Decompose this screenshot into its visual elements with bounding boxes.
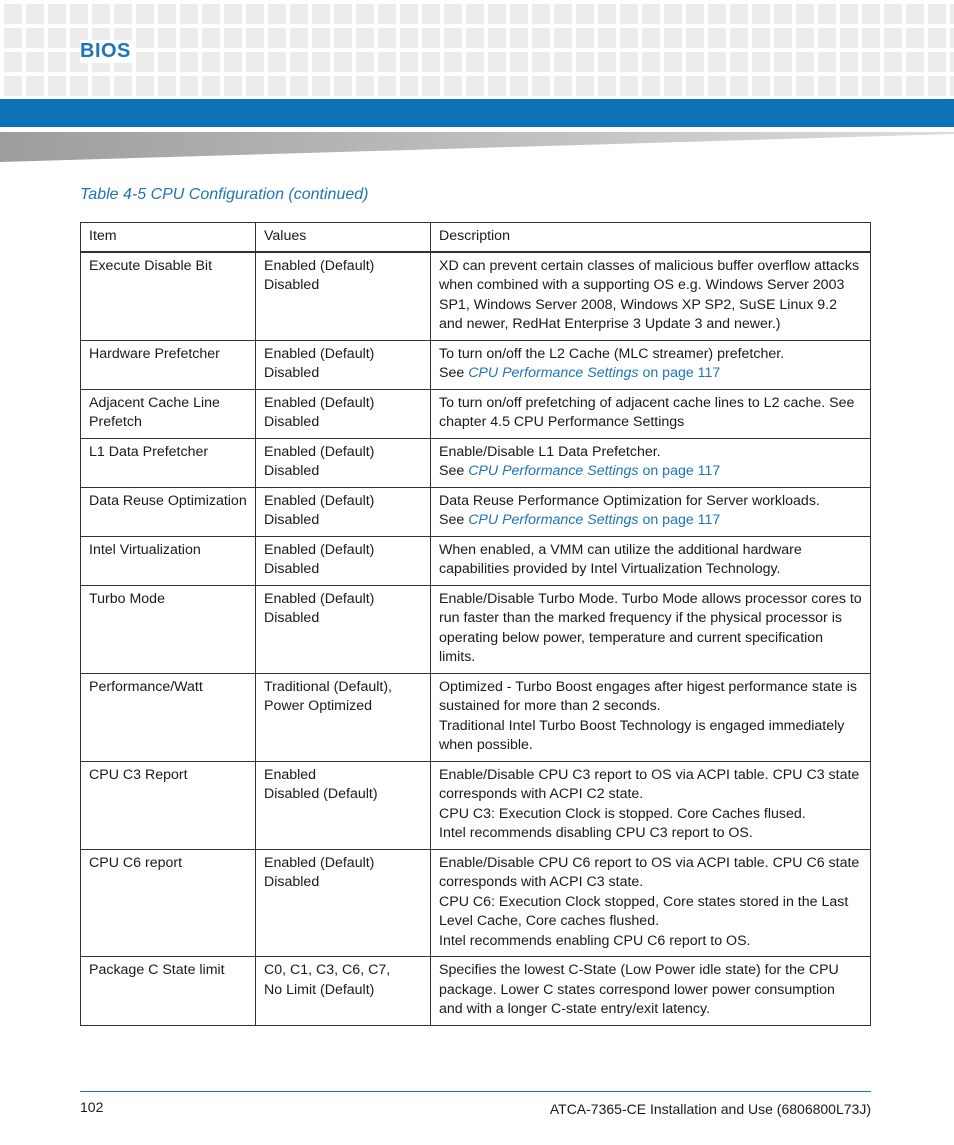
description-text: Optimized - Turbo Boost engages after higest performance state is sustained for more than 2 seconds. [439, 678, 857, 714]
header-description: Description [431, 223, 871, 252]
cell-description [431, 389, 871, 438]
value-option: Enabled (Default) [264, 854, 375, 871]
description-line [439, 678, 862, 717]
table-row [81, 389, 871, 438]
table-row [81, 957, 871, 1026]
description-line [439, 345, 862, 365]
link-title: CPU Performance Settings [468, 365, 639, 381]
cell-description [431, 487, 871, 536]
table-row [81, 438, 871, 487]
description-line [439, 854, 862, 893]
description-text: See [439, 512, 469, 528]
header-values: Values [256, 223, 431, 252]
table-row [81, 487, 871, 536]
cell-item: Adjacent Cache Line Prefetch [81, 389, 256, 438]
value-option: Disabled [264, 512, 320, 528]
cell-item: L1 Data Prefetcher [81, 438, 256, 487]
cell-description [431, 585, 871, 673]
table-row [81, 536, 871, 585]
description-text: Enable/Disable CPU C6 report to OS via ACPI table. CPU C6 state corresponds with ACPI C3 state. [439, 854, 860, 890]
description-line [439, 717, 862, 756]
value-option: Enabled (Default) [264, 394, 375, 411]
cell-item: CPU C6 report [81, 849, 256, 957]
description-line [439, 805, 862, 825]
cell-item: Performance/Watt [81, 673, 256, 761]
link-title: CPU Performance Settings [468, 512, 639, 528]
table-row [81, 340, 871, 389]
cell-values [256, 957, 431, 1026]
link-page-ref: on page 117 [638, 463, 721, 479]
description-text: Enable/Disable L1 Data Prefetcher. [439, 443, 661, 460]
table-header-row [81, 223, 871, 252]
cell-item: Data Reuse Optimization [81, 487, 256, 536]
table-caption: Table 4-5 CPU Configuration (continued) [80, 186, 369, 203]
value-option: Enabled (Default) [264, 345, 375, 362]
cell-values [256, 849, 431, 957]
table-body [81, 252, 871, 1026]
description-text: Enable/Disable Turbo Mode. Turbo Mode allows processor cores to run faster than the marked frequency if the physical processor is operating below power, temperature and current specification limits. [439, 590, 862, 665]
description-text: Specifies the lowest C-State (Low Power idle state) for the CPU package. Lower C states correspond lower power consumption and with a longer C-state entry/exit latency. [439, 962, 839, 1017]
value-option: Disabled [264, 463, 320, 479]
description-text: XD can prevent certain classes of malicious buffer overflow attacks when combined with a supporting OS e.g. Windows Server 2003 SP1, Windows Server 2008, Windows XP SP2, SuSE Linux 9.2 and newer, RedHat Enterprise 3 Update 3 and newer.) [439, 257, 860, 332]
cell-item: Intel Virtualization [81, 536, 256, 585]
cell-description [431, 340, 871, 389]
cell-values [256, 252, 431, 341]
page-number: 102 [80, 1099, 104, 1115]
cell-description [431, 957, 871, 1026]
cell-description [431, 252, 871, 341]
header-pattern [0, 0, 954, 96]
value-option: Enabled (Default) [264, 590, 375, 607]
description-line [439, 824, 862, 844]
value-option: Traditional (Default), [264, 678, 392, 695]
table-row [81, 673, 871, 761]
value-option: Enabled (Default) [264, 492, 375, 509]
header-item: Item [81, 223, 256, 252]
link-page-ref: on page 117 [638, 365, 721, 381]
value-option: Disabled [264, 874, 320, 890]
cell-values [256, 389, 431, 438]
cell-values [256, 673, 431, 761]
description-line [439, 590, 862, 668]
description-text: CPU C3: Execution Clock is stopped. Core Caches flused. [439, 805, 806, 822]
description-text: CPU C6: Execution Clock stopped, Core states stored in the Last Level Cache, Core caches flushed. [439, 893, 849, 929]
cell-values [256, 585, 431, 673]
value-option: Enabled [264, 766, 317, 783]
value-option: Disabled [264, 561, 320, 577]
cell-description [431, 673, 871, 761]
description-line [439, 443, 862, 463]
cell-item: Hardware Prefetcher [81, 340, 256, 389]
value-option: Disabled [264, 610, 320, 626]
cell-values [256, 536, 431, 585]
description-line [439, 541, 862, 580]
cross-reference-link[interactable] [468, 463, 720, 479]
description-text: To turn on/off the L2 Cache (MLC streamer) prefetcher. [439, 345, 785, 362]
description-line [439, 932, 862, 952]
description-line [439, 462, 862, 482]
value-option: Disabled [264, 277, 320, 293]
cross-reference-link[interactable] [468, 512, 720, 528]
description-line [439, 364, 862, 384]
document-title: ATCA-7365-CE Installation and Use (6806800L73J) [549, 1101, 871, 1117]
value-option: C0, C1, C3, C6, C7, [264, 962, 391, 978]
description-line [439, 257, 862, 335]
cross-reference-link[interactable] [468, 365, 720, 381]
cpu-configuration-table [80, 222, 871, 1026]
description-line [439, 766, 862, 805]
value-option: Disabled [264, 414, 320, 430]
cell-values [256, 487, 431, 536]
table-row [81, 761, 871, 849]
description-text: Intel recommends disabling CPU C3 report to OS. [439, 825, 753, 841]
description-line [439, 961, 862, 1020]
cell-item: CPU C3 Report [81, 761, 256, 849]
cell-values [256, 761, 431, 849]
cell-values [256, 438, 431, 487]
description-text: See [439, 365, 469, 381]
value-option: Disabled [264, 365, 320, 381]
description-text: Intel recommends enabling CPU C6 report to OS. [439, 932, 751, 949]
table-row [81, 585, 871, 673]
description-text: Traditional Intel Turbo Boost Technology is engaged immediately when possible. [439, 717, 845, 753]
header-blue-band [0, 99, 954, 127]
table-row [81, 252, 871, 341]
value-option: Power Optimized [264, 698, 373, 714]
description-line [439, 893, 862, 932]
cell-description [431, 849, 871, 957]
value-option: Disabled (Default) [264, 786, 378, 802]
cell-description [431, 761, 871, 849]
cell-values [256, 340, 431, 389]
value-option: No Limit (Default) [264, 981, 375, 998]
cell-description [431, 438, 871, 487]
value-option: Enabled (Default) [264, 541, 375, 558]
cell-item: Turbo Mode [81, 585, 256, 673]
description-text: To turn on/off prefetching of adjacent cache lines to L2 cache. See chapter 4.5 CPU Performance Settings [439, 394, 855, 430]
link-title: CPU Performance Settings [468, 463, 639, 479]
cell-item: Package C State limit [81, 957, 256, 1026]
section-title: BIOS [80, 40, 135, 63]
description-text: Enable/Disable CPU C3 report to OS via ACPI table. CPU C3 state corresponds with ACPI C2 state. [439, 766, 860, 802]
header-gray-swoosh [0, 132, 954, 162]
description-line [439, 511, 862, 531]
description-text: Data Reuse Performance Optimization for Server workloads. [439, 492, 820, 509]
description-text: See [439, 463, 469, 479]
description-line [439, 492, 862, 512]
footer-rule [80, 1091, 871, 1092]
cell-description [431, 536, 871, 585]
link-page-ref: on page 117 [638, 512, 721, 528]
value-option: Enabled (Default) [264, 257, 375, 274]
description-text: When enabled, a VMM can utilize the additional hardware capabilities provided by Intel Virtualization Technology. [439, 541, 802, 577]
description-line [439, 394, 862, 433]
cell-item: Execute Disable Bit [81, 252, 256, 341]
table-row [81, 849, 871, 957]
value-option: Enabled (Default) [264, 443, 375, 460]
